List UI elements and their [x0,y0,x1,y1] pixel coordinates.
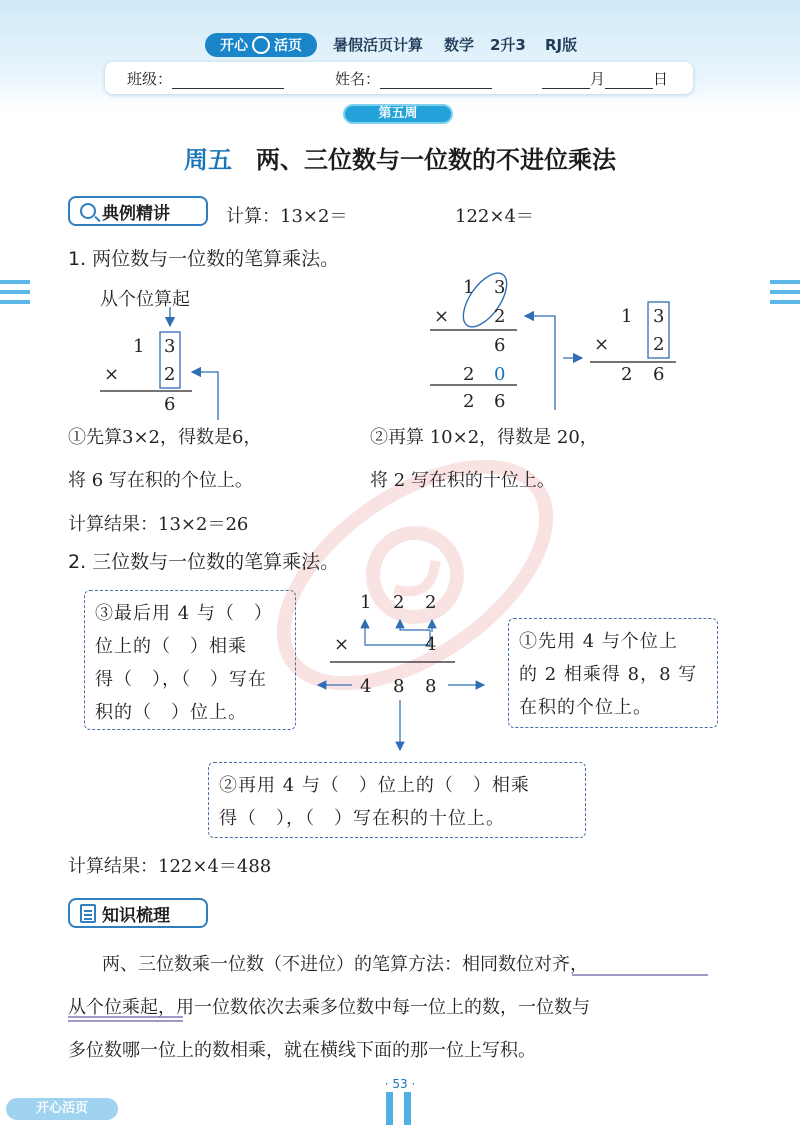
calc1-times: × [104,364,120,385]
tens-arrow [525,316,555,410]
calc2-ones: 3 [494,277,506,298]
title-topic: 两、三位数与一位数的不进位乘法 [256,146,616,174]
knowledge-tag [68,898,208,928]
calc2-row1: 6 [494,335,506,356]
calc4-multiplier: 4 [425,634,437,655]
calc1-tens: 1 [133,336,145,357]
knowledge-line-1-post: ， [570,954,588,975]
series-title: 暑假活页计算 [333,36,424,54]
name-label: 姓名： [335,70,381,88]
logo-right-text: 活页 [274,38,302,54]
hundreds-arrow [365,620,430,645]
hint-tens-line-2: 得（ ），（ ）写在积的十位上。 [219,808,505,829]
knowledge-line-2 [68,993,590,1019]
calc4-result-ones: 8 [425,676,437,697]
hint-tens-line-1: ②再用 4 与（ ）位上的（ ）相乘 [219,775,530,796]
step2-line2: 将 2 写在积的十位上。 [370,470,555,491]
grade: 2升3 [490,36,526,54]
knowledge-line-3: 多位数哪一位上的数相乘，就在横线下面的那一位上写积。 [68,1040,536,1061]
hint-hundreds-line-4: 积的（ ）位上。 [95,702,247,723]
example-prompt-2: 122×4＝ [455,206,534,227]
part2-result: 计算结果：122×4＝488 [68,856,272,877]
example-prompt: 计算：13×2＝ [226,206,348,227]
hint-hundreds-line-2: 位上的（ ）相乘 [95,636,247,657]
calc4-ones: 2 [425,592,437,613]
calc3-multiplier: 2 [653,334,665,355]
footer-logo: 开心活页 [6,1098,118,1120]
calc4-result-hundreds: 4 [360,676,372,697]
hint-box-ones [508,618,718,728]
calc3-ones: 3 [653,306,665,327]
calc1-result: 6 [164,394,176,415]
knowledge-key-2: 从个位乘起 [68,997,158,1018]
calc2-tens: 1 [463,277,475,298]
week-badge: 第五周 [343,104,453,124]
calc3-tens: 1 [621,306,633,327]
step1-line2: 将 6 写在积的个位上。 [68,470,253,491]
hint-hundreds-line-3: 得（ ），（ ）写在 [95,669,267,690]
knowledge-line-1-pre: 两、三位数乘一位数（不进位）的笔算方法： [102,954,462,975]
calc4-result-tens: 8 [393,676,405,697]
subject: 数学 [444,36,475,54]
knowledge-line-2-post: ，用一位数依次去乘多位数中每一位上的数，一位数与 [158,997,590,1018]
knowledge-tag-label: 知识梳理 [102,905,170,926]
calc2-row2-ones: 0 [494,364,506,385]
calc2-row2-tens: 2 [463,364,475,385]
calc1-multiplier: 2 [164,364,176,385]
tens-mult-arrow [400,620,430,630]
class-label: 班级： [127,70,173,88]
logo-left-text: 开心 [220,38,248,54]
edition: RJ版 [545,36,578,54]
title-day: 周五 [184,146,232,174]
page-number: · 53 · [384,1077,416,1091]
calc2-result-ones: 6 [494,391,506,412]
calc3-result-tens: 2 [621,364,633,385]
start-note: 从个位算起 [100,289,190,310]
knowledge-key-1: 相同数位对齐 [462,954,570,975]
calc4-times: × [334,634,350,655]
step1-line1: ①先算3×2，得数是6， [68,427,262,448]
step2-line1: ②再算 10×2，得数是 20， [370,427,598,448]
part2-heading: 2. 三位数与一位数的笔算乘法。 [68,551,340,573]
multiplier-arrow [192,372,218,420]
example-tag-label: 典例精讲 [102,203,170,224]
calc3-result-ones: 6 [653,364,665,385]
calc3-times: × [594,334,610,355]
hint-ones-line-1: ①先用 4 与个位上 [519,631,678,652]
calc1-ones: 3 [164,336,176,357]
calc2-times: × [434,306,450,327]
calc2-result-tens: 2 [463,391,475,412]
day-label: 日 [653,70,669,88]
knowledge-line-1 [102,950,588,976]
hint-hundreds-line-1: ③最后用 4 与（ ） [95,603,273,624]
hint-box-hundreds [84,590,296,730]
calc2-multiplier: 2 [494,306,506,327]
part1-heading: 1. 两位数与一位数的笔算乘法。 [68,248,340,270]
calc4-hundreds: 1 [360,592,372,613]
hint-ones-line-2: 的 2 相乘得 8，8 写 [519,664,698,685]
part1-result: 计算结果：13×2＝26 [68,514,249,535]
calc4-tens: 2 [393,592,405,613]
hint-ones-line-3: 在积的个位上。 [519,697,652,718]
month-label: 月 [590,70,606,88]
hint-box-tens [208,762,586,838]
document-icon [80,904,96,923]
